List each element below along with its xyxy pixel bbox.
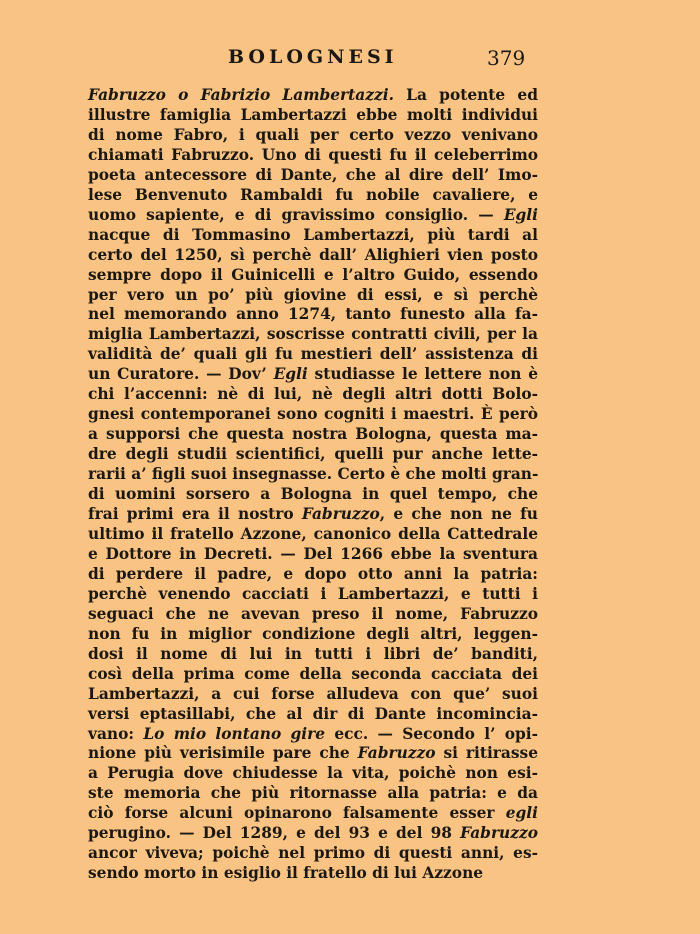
italic-text: Lo mio lontano gire [143,724,326,743]
text-segment: perugino. — Del 1289, e del 93 e del 98 [88,824,461,843]
text-segment: di uomini sorsero a Bologna in quel tempo, che [88,485,538,504]
text-line [88,485,538,505]
text-line [88,166,538,186]
italic-text: Fabruzzo o Fabrizio Lambertazzi. [88,86,394,104]
italic-text: egli [505,804,538,823]
text-line [88,705,538,725]
text-line [88,505,538,525]
text-line [88,246,538,266]
text-segment: ciò forse alcuni opinarono falsamente esser [88,804,506,823]
text-line [88,824,538,844]
text-segment: illustre famiglia Lambertazzi ebbe molti individui [88,105,538,124]
page-number: 379 [487,46,526,70]
text-segment: ste memoria che più ritornasse alla patria: e da [88,784,538,803]
text-line [88,545,538,565]
italic-text: Fabruzzo [460,824,538,843]
text-line [88,605,538,625]
text-line [88,365,538,385]
text-line [88,844,538,864]
text-line [88,286,538,306]
text-segment: e Dottore in Decreti. — Del 1266 ebbe la sventura [88,544,538,563]
text-segment: a Perugia dove chiudesse la vita, poichè non esi- [88,764,538,783]
text-segment: chiamati Fabruzzo. Uno di questi fu il celeberrimo [88,145,538,164]
text-segment: di nome Fabro, i quali per certo vezzo venivano [88,125,538,144]
text-segment: dre degli studii scientifici, quelli pur anche lette- [88,445,538,464]
page-header [0,46,700,76]
text-segment: seguaci che ne avevan preso il nome, Fabruzzo [88,604,538,623]
text-segment: ecc. — Secondo l’ opi- [325,724,538,743]
text-line [88,864,538,884]
text-segment: un Curatore. — Dov’ [88,365,274,384]
text-line [88,325,538,345]
text-segment: a supporsi che questa nostra Bologna, questa ma- [88,425,538,444]
text-segment: , e che non ne fu [379,505,538,524]
text-line [88,206,538,226]
text-line [88,146,538,166]
text-segment: si ritirasse [435,744,538,763]
text-line [88,685,538,705]
italic-text: Fabruzzo [301,505,380,524]
text-line [88,86,538,106]
text-segment: certo del 1250, sì perchè dall’ Alighieri vien posto [88,245,538,264]
text-line [88,385,538,405]
text-line [88,525,538,545]
running-head: BOLOGNESI [228,46,398,68]
text-line [88,405,538,425]
text-segment: rarii a’ figli suoi insegnasse. Certo è che molti gran- [88,465,539,484]
text-segment: sendo morto in esiglio il fratello di lui Azzone [88,864,484,883]
text-segment: sempre dopo il Guinicelli e l’altro Guido, essendo [88,265,538,284]
text-segment: dosi il nome di lui in tutti i libri de’ banditi, [88,644,538,663]
text-line [88,784,538,804]
text-line [88,744,538,764]
text-line [88,565,538,585]
text-segment: chi l’accenni: nè di lui, nè degli altri dotti Bolo- [88,385,538,404]
body-text [88,86,538,884]
text-line [88,305,538,325]
text-segment: studiasse le lettere non è [307,365,538,384]
text-segment: validità de’ quali gli fu mestieri dell’ assistenza di [88,345,538,364]
text-segment: perchè venendo cacciati i Lambertazzi, e tutti i [88,584,538,603]
text-segment: nel memorando anno 1274, tanto funesto alla fa- [88,305,538,324]
text-line [88,226,538,246]
text-line [88,425,538,445]
text-segment: La potente ed [393,86,538,104]
italic-text: Fabruzzo [357,744,436,763]
text-line [88,106,538,126]
text-line [88,266,538,286]
text-line [88,585,538,605]
text-line [88,665,538,685]
text-segment: Lambertazzi, a cui forse alludeva con que’ suoi [88,684,538,703]
text-line [88,645,538,665]
text-line [88,465,538,485]
text-line [88,126,538,146]
text-segment: lese Benvenuto Rambaldi fu nobile cavaliere, e [88,185,538,204]
text-line [88,764,538,784]
text-segment: per vero un po’ più giovine di essi, e sì perchè [88,285,538,304]
text-segment: ultimo il fratello Azzone, canonico della Cattedrale [88,524,538,543]
text-line [88,186,538,206]
text-segment: di perdere il padre, e dopo otto anni la patria: [88,564,538,583]
text-segment: frai primi era il nostro [88,505,302,524]
text-segment: vano: [88,724,144,743]
text-segment: non fu in miglior condizione degli altri, leggen- [88,624,538,643]
text-segment: nione più verisimile pare che [88,744,358,763]
text-line [88,804,538,824]
text-segment: miglia Lambertazzi, soscrisse contratti civili, per la [88,325,538,344]
text-segment: nacque di Tommasino Lambertazzi, più tardi al [88,225,538,244]
text-line [88,725,538,745]
italic-text: Egli [273,365,308,384]
text-segment: versi eptasillabi, che al dir di Dante incomincia- [88,704,538,723]
text-segment: così della prima come della seconda cacciata dei [88,664,538,683]
italic-text: Egli [503,205,538,224]
text-line [88,625,538,645]
text-line [88,445,538,465]
text-segment: ancor viveva; poichè nel primo di questi anni, es- [88,844,538,863]
text-segment: uomo sapiente, e di gravissimo consiglio. — [88,205,504,224]
text-segment: poeta antecessore di Dante, che al dire dell’ Imo- [88,165,538,184]
text-segment: gnesi contemporanei sono cogniti i maestri. È però [88,405,538,424]
text-line [88,345,538,365]
